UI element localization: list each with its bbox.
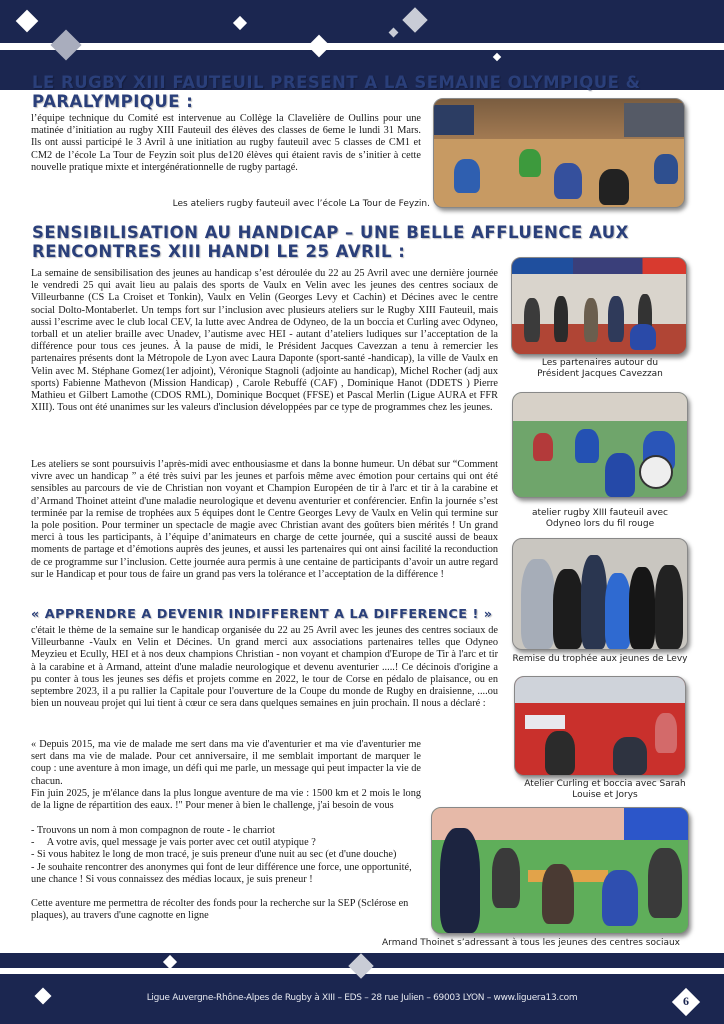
section2-paragraph-2: Les ateliers se sont poursuivis l’après-midi avec enthousiasme et dans la bonne humeur. Un débat sur “Comment vivre avec un handicap ” a été très suivi par les jeunes et parfois même avec émotion pour certains qui ont été sensibles au parcours de vie de Christian non voyant et Champion Européen de tir à l'arc et tir à la carabine et d’Armand Thoinet atteint d'une maladie neurologique et devenu aventurier et conférencier. Enfin la journée s’est terminée par la remise de trophées aux 5 équipes dont le Centre Georges Levy de Vaulx en Velin qui termine sur la pole position. Pour terminer un spectacle de magie avec Christian avant des goûters bien mérités ! Un grand merci à tous les participants, à l’équipe d’animateurs en charge de cette journée, qui a suscité aussi de beaux moments de partage et d’émotions auprès des jeunes, et aussi les partenaires qui ont ainsi facilité la reconduction de ce programme sur l’inclusion. Cette journée aura permis à une centaine de participants d’avoir un autre regard sur le Handicap et pour tous de faire un grand pas vers la tolérance et l’acceptation de la différence ! — [31, 459, 498, 580]
photo-caption: Remise du trophée aux jeunes de Levy — [512, 654, 688, 664]
diamond-decoration — [16, 10, 39, 33]
diamond-decoration — [348, 953, 373, 978]
photo-caption: Les ateliers rugby fauteuil avec l’école La Tour de Feyzin. — [172, 199, 430, 209]
section3-title: « APPRENDRE A DEVENIR INDIFFERENT A LA DIFFERENCE ! » — [31, 607, 493, 622]
photo-curling-boccia — [514, 676, 686, 776]
list-item: - Si vous habitez le long de mon tracé, je suis preneur d'une nuit au sec (et d'une douche) — [31, 849, 397, 861]
diamond-decoration — [163, 955, 177, 969]
photo-partners — [511, 257, 687, 355]
photo-caption: Les partenaires autour du Président Jacques Cavezzan — [537, 358, 663, 379]
section2-title-line2: RENCONTRES XIII HANDI LE 25 AVRIL : — [32, 242, 406, 261]
photo-trophy-levy — [512, 538, 688, 650]
diamond-decoration — [308, 35, 331, 58]
section3-quote-continued: Fin juin 2025, je m'élance dans la plus longue aventure de ma vie : 1500 km et 2 mois le long de la ligne de répartition des eaux. !" Pour mener à bien le challenge, j'ai besoin de vous — [31, 788, 421, 812]
photo-odyneo-workshop — [512, 392, 688, 498]
photo-caption: Armand Thoinet s’adressant à tous les jeunes des centres sociaux — [382, 938, 680, 948]
diamond-decoration — [389, 28, 399, 38]
diamond-decoration — [233, 16, 247, 30]
diamond-decoration — [402, 7, 427, 32]
section3-paragraph: c'était le thème de la semaine sur le handicap organisée du 22 au 25 Avril avec les jeunes des centres sociaux de Villeurbanne -Vaulx en Velin et Décines. Un grand merci aux associations partenaires telles que Odyneo Meyzieu et Ecully, HEI et à nos deux champions Christian - non voyant et champion d'Europe de Tir à l'arc et tir à la carabine et à Armand, atteint d'une maladie neurologique et devenu aventurier .....! Ce décinois d'origine a pu conter à tous les jeunes ses défis et projets comme en 2022, le tour de Corse en pédalo de plaisance, ou en septembre 2023, il a pu rallier la Capitale pour l'ouverture de la Coupe du monde de Rugby en draisienne, ....ou bien un nouveau projet qui lui tient à cœur ce sera dans quelques semaines en juin prochain. Il nous a déclaré : — [31, 625, 498, 710]
photo-caption: Atelier Curling et boccia avec Sarah Louise et Jorys — [524, 779, 686, 800]
section1-body: l’équipe technique du Comité est intervenue au Collège la Clavelière de Oullins pour une matinée d’initiation au rugby XIII Fauteuil des élèves des classes de 6eme le lundi 31 Mars. Ils ont aussi participé le 3 Avril à une initiation au rugby fauteuil avec 5 classes de CM1 et CM2 de l’école La Tour de Feyzin soit plus de120 élèves qui étaient ravis de s’initier à cette nouvelle pratique mixte et intergénérationnelle de rugby partagé. — [31, 113, 421, 173]
footer-band — [0, 953, 724, 1024]
diamond-decoration — [493, 53, 501, 61]
page-number-badge — [672, 988, 700, 1016]
section2-paragraph-1: La semaine de sensibilisation des jeunes au handicap s’est déroulée du 22 au 25 Avril avec une dernière journée le vendredi 25 qui avait lieu au palais des sports de Vaulx en Velin avec les jeunes des centres sociaux de Villeurbanne (CS La Croiset et Tonkin), Vaulx en Velin (Georges Levy et Cachin) et Décines avec le centre social Dolto-Montaberlet. Un temps fort sur l’inclusion avec plusieurs ateliers sur le Rugby XIII Fauteuil, mais aussi l’escrime avec le club local CEV, la lutte avec Andrea de Odyneo, de la un boccia et Curling avec Odyneo, torball et un atelier braille avec Unadev, l’autisme avec HEI - autant d’ateliers ludiques sur l’acceptation de la différence pour tous ces jeunes. À la pause de midi, le Président Jacques Cavezzan a tenu à remercier les partenaires présents dont la Métropole de Lyon avec Laura Daponte (sport-santé -handicap), la ville de Vaulx en Velin avec M. Stéphane Gomez(1er adjoint), Véronique Stagnoli (adjointe au handicap), Michel Rocher (adj aux sports) Fabienne Mathevon (Mission Handicap) , Carole Rebuffé (CAF) , Dominique Hanot (DDETS ) Pierre Mathieu et Gilbert Lamothe (CDOS RML), Dominique Bocquet (FFSE) et Pascal Merlin (Ligue AURA et FFR XIII). Tous ont été unanimes sur les valeurs d'inclusion développées par ce type de programmes chez les jeunes. — [31, 268, 498, 414]
section3-request-list — [31, 825, 426, 886]
header-stripe — [0, 43, 724, 50]
page-number: 6 — [683, 994, 689, 1008]
section2-title-line1: SENSIBILISATION AU HANDICAP – UNE BELLE AFFLUENCE AUX — [32, 223, 629, 242]
photo-armand-thoinet-talk — [431, 807, 689, 934]
list-item: - Trouvons un nom à mon compagnon de route - le charriot — [31, 825, 275, 836]
photo-wheelchair-rugby-school — [433, 98, 685, 208]
list-item: - Je souhaite rencontrer des anonymes qui font de leur différence une force, une opportunité, une chance ! Si vous connaissez des médias locaux, je suis preneur ! — [31, 861, 412, 885]
footer-address: Ligue Auvergne-Rhône-Alpes de Rugby à XIII – EDS – 28 rue Julien – 69003 LYON – www.liguera13.com — [146, 993, 578, 1003]
section1-title-line2: PARALYMPIQUE : — [32, 92, 194, 111]
photo-caption: atelier rugby XIII fauteuil avec Odyneo lors du fil rouge — [531, 508, 669, 529]
section3-closing: Cette aventure me permettra de récolter des fonds pour la recherche sur la SEP (Sclérose en plaques), au travers d'une cagnotte en ligne — [31, 898, 409, 922]
diamond-decoration — [50, 29, 81, 60]
section1-title-line1: LE RUGBY XIII FAUTEUIL PRESENT A LA SEMAINE OLYMPIQUE & — [32, 73, 641, 92]
list-item: - A votre avis, quel message je vais porter avec cet outil atypique ? — [31, 837, 316, 849]
section3-quote: « Depuis 2015, ma vie de malade me sert dans ma vie d'aventurier et ma vie d'aventurier me sert dans ma vie de malade. Pour cet anniversaire, il me semblait important de marquer le coup : une aventure à mon image, un défi qui me parle, un message qui peut impacter la vie de chacun. — [31, 739, 421, 787]
section2-title — [32, 223, 692, 261]
